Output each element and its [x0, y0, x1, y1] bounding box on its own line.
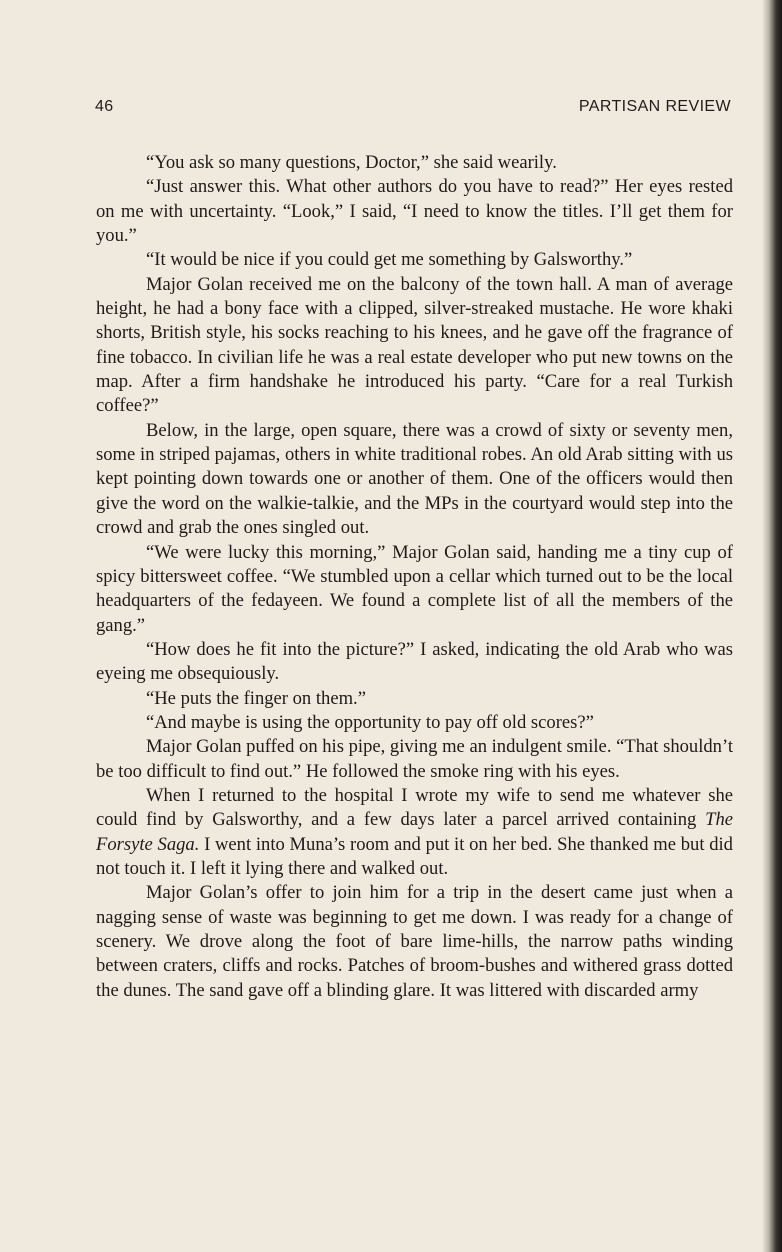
journal-title: PARTISAN REVIEW [578, 98, 731, 115]
running-head [95, 98, 731, 120]
paragraph: “How does he fit into the picture?” I asked, indicating the old Arab who was eyeing me obsequiously. [96, 638, 733, 685]
paragraph: Major Golan puffed on his pipe, giving me an indulgent smile. “That shouldn’t be too difficult to find out.” He followed the smoke ring with his eyes. [96, 736, 733, 782]
paragraph [96, 784, 733, 881]
paragraph: Below, in the large, open square, there was a crowd of sixty or seventy men, some in striped pajamas, others in white traditional robes. An old Arab sitting with us kept pointing down towards one or another of them. One of the officers would then give the word on the walkie-talkie, and the MPs in the courtyard would step into the crowd and grab the ones singled out. [96, 419, 733, 539]
paragraph: “We were lucky this morning,” Major Golan said, handing me a tiny cup of spicy bittersweet coffee. “We stumbled upon a cellar which turned out to be the local headquarters of the fedayeen. We found a complete list of all the members of the gang.” [96, 541, 733, 636]
paragraph-text: I went into Muna’s room and put it on her bed. She thanked me but did not touch it. I left it lying there and walked out. [96, 833, 733, 879]
book-title: The Forsyte Saga. [96, 809, 733, 855]
paragraph: “You ask so many questions, Doctor,” she said wearily. [146, 152, 557, 173]
paragraph: “It would be nice if you could get me something by Galsworthy.” [146, 249, 633, 271]
paragraph: “And maybe is using the opportunity to pay off old scores?” [146, 711, 594, 733]
paragraph: Major Golan’s offer to join him for a trip in the desert came just when a nagging sense of waste was beginning to get me down. I was ready for a change of scenery. We drove along the foot of bare lime-hills, the narrow paths winding between craters, cliffs and rocks. Patches of broom-bushes and withered grass dotted the dunes. The sand gave off a blinding glare. It was littered with discarded army [96, 882, 733, 1001]
paragraph: Major Golan received me on the balcony of the town hall. A man of average height, he had a bony face with a clipped, silver-streaked mustache. He wore khaki shorts, British style, his socks reaching to his knees, and he gave off the fragrance of fine tobacco. In civilian life he was a real estate developer who put new towns on the map. After a firm handshake he introduced his party. “Care for a real Turkish coffee?” [96, 273, 733, 417]
page-number: 46 [95, 98, 114, 115]
body-text [96, 151, 733, 1003]
paragraph: “He puts the finger on them.” [146, 687, 366, 709]
paragraph: “Just answer this. What other authors do you have to read?” Her eyes rested on me with uncertainty. “Look,” I said, “I need to know the titles. I’ll get them for you.” [96, 176, 733, 247]
page-spine-shadow [762, 0, 782, 1252]
paragraph-text: When I returned to the hospital I wrote my wife to send me whatever she could find by Galsworthy, and a few days later a parcel arrived containing [96, 784, 733, 831]
